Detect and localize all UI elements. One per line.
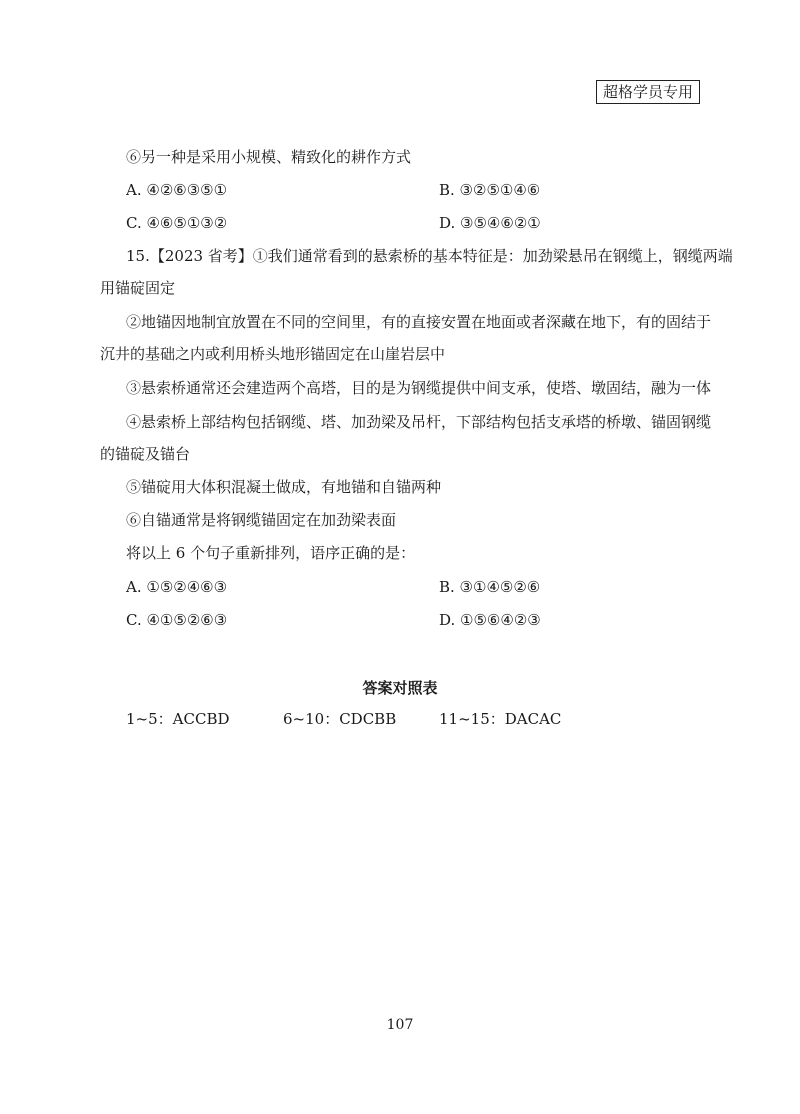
page-number: 107 [386,1017,414,1033]
q15-sentence-4-line1: ④悬索桥上部结构包括钢缆、塔、加劲梁及吊杆，下部结构包括支承塔的桥墩、锚固钢缆 [126,413,712,431]
q15-sentence-4-line2: 的锚碇及锚台 [100,445,191,463]
answer-group-2: 6~10：CDCBB [283,710,397,728]
q15-prompt: 将以上 6 个句子重新排列，语序正确的是： [126,544,416,562]
q15-intro-line1: 15.【2023 省考】①我们通常看到的悬索桥的基本特征是：加劲梁悬吊在钢缆上，钢缆两端 [126,247,733,265]
q14-option-d: D. ③⑤④⑥②① [439,214,541,232]
q15-sentence-6: ⑥自锚通常是将钢缆锚固定在加劲梁表面 [126,511,397,529]
q14-item-6: ⑥另一种是采用小规模、精致化的耕作方式 [126,148,412,166]
answer-table-title: 答案对照表 [362,679,438,697]
q14-option-b: B. ③②⑤①④⑥ [439,181,541,199]
q14-option-a: A. ④②⑥③⑤① [126,181,228,199]
q15-intro-line2: 用锚碇固定 [100,279,176,297]
q15-sentence-3: ③悬索桥通常还会建造两个高塔，目的是为钢缆提供中间支承，使塔、墩固结，融为一体 [126,379,712,397]
q15-option-b: B. ③①④⑤②⑥ [439,578,541,596]
q15-sentence-2-line1: ②地锚因地制宜放置在不同的空间里，有的直接安置在地面或者深藏在地下，有的固结于 [126,313,712,331]
q15-option-a: A. ①⑤②④⑥③ [126,578,228,596]
q15-sentence-2-line2: 沉井的基础之内或利用桥头地形锚固定在山崖岩层中 [100,345,446,363]
answer-group-1: 1~5：ACCBD [126,710,230,728]
header-badge: 超格学员专用 [596,80,700,104]
q15-option-d: D. ①⑤⑥④②③ [439,611,541,629]
answer-group-3: 11~15：DACAC [439,710,562,728]
q14-option-c: C. ④⑥⑤①③② [126,214,228,232]
q15-option-c: C. ④①⑤②⑥③ [126,611,228,629]
q15-sentence-5: ⑤锚碇用大体积混凝土做成，有地锚和自锚两种 [126,478,442,496]
